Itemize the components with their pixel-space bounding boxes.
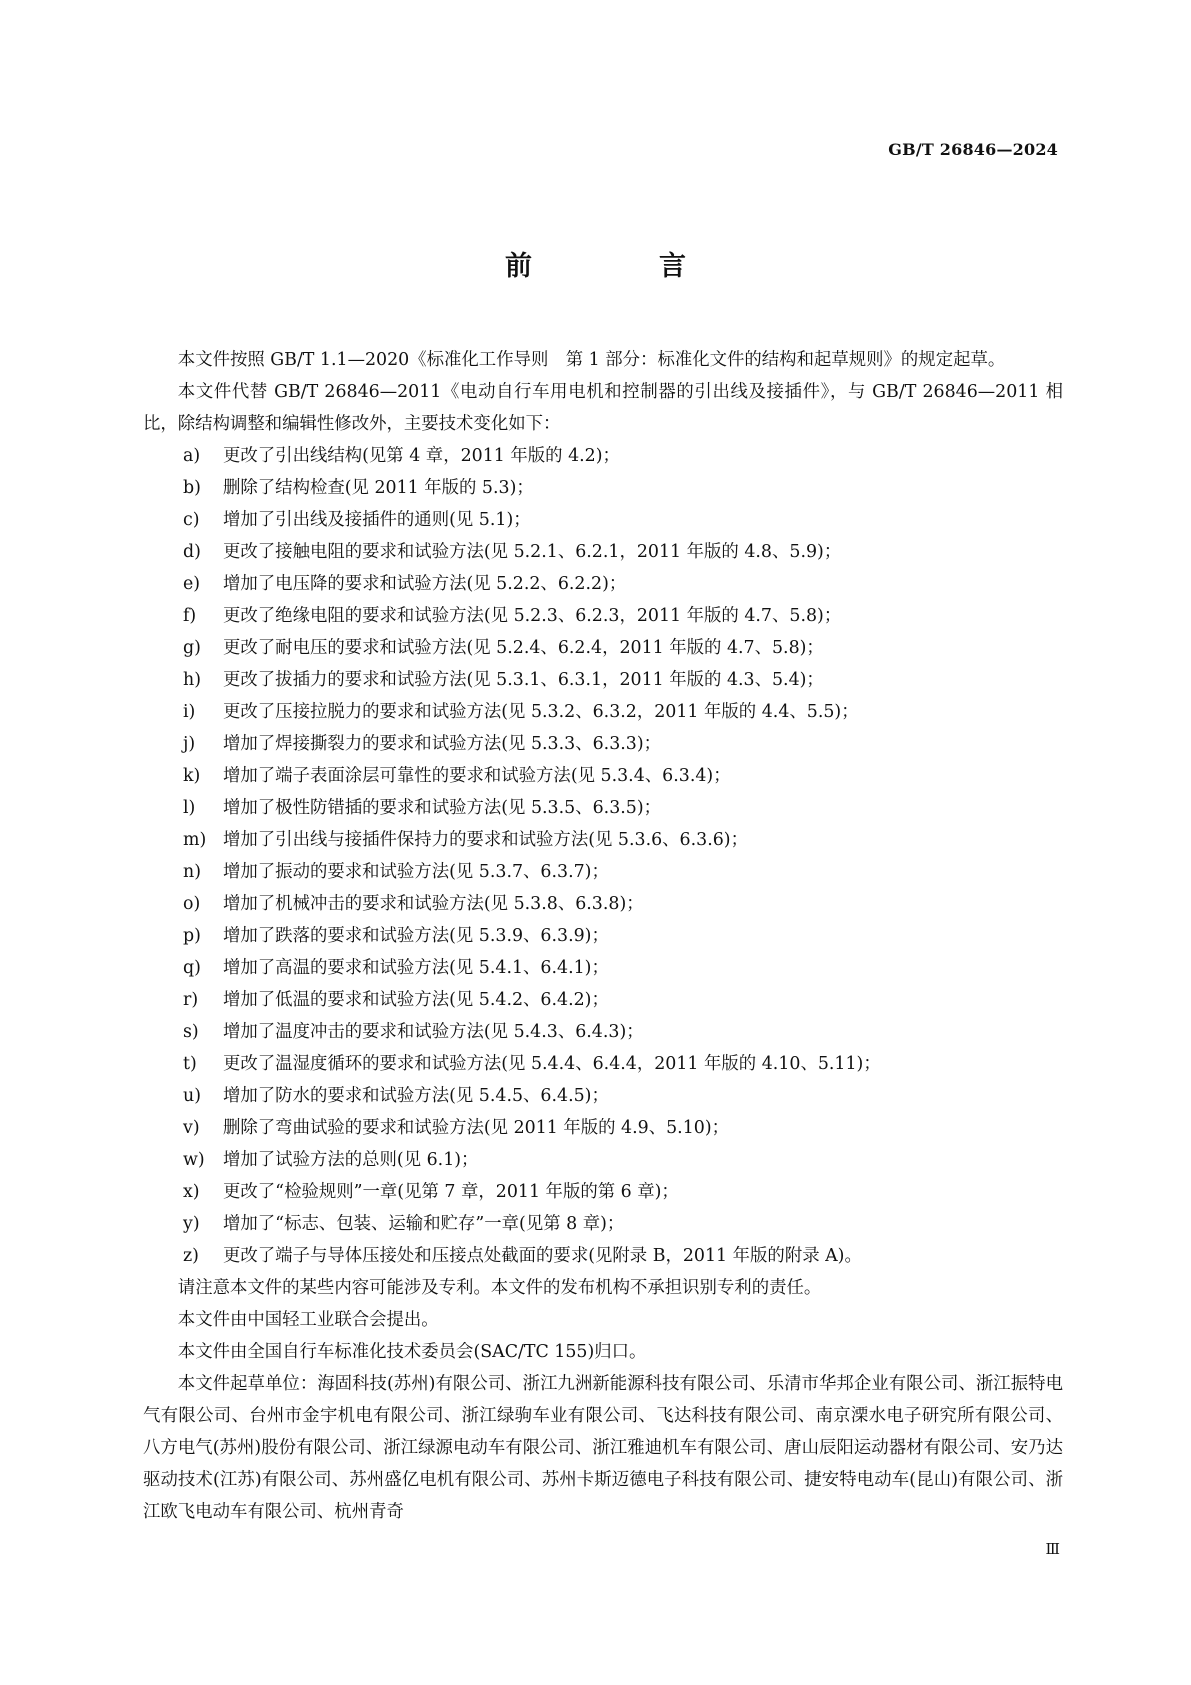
list-item [143,888,1063,920]
list-item-label: c) [183,510,200,530]
list-item-label: v) [183,1118,200,1138]
list-item-text: 增加了试验方法的总则(见 6.1)； [223,1150,479,1170]
list-item-text: 更改了压接拉脱力的要求和试验方法(见 5.3.2、6.3.2，2011 年版的 4.4、5.5)； [223,702,859,722]
list-item-label: d) [183,542,201,562]
list-item-text: 增加了温度冲击的要求和试验方法(见 5.4.3、6.4.3)； [223,1022,644,1042]
list-item-text: 增加了焊接撕裂力的要求和试验方法(见 5.3.3、6.3.3)； [223,734,662,754]
paragraph-drafting-rules: 本文件按照 GB/T 1.1—2020《标准化工作导则 第 1 部分：标准化文件的结构和起草规则》的规定起草。 [177,350,1006,370]
list-item [143,472,1063,504]
document-body [143,344,1063,1528]
list-item-text: 增加了“标志、包装、运输和贮存”一章(见第 8 章)； [223,1214,625,1234]
list-item-label: y) [183,1214,200,1234]
list-item [143,632,1063,664]
list-item-label: j) [183,734,196,754]
list-item-text: 更改了绝缘电阻的要求和试验方法(见 5.2.3、6.2.3，2011 年版的 4.7、5.8)； [223,606,842,626]
list-item-text: 删除了弯曲试验的要求和试验方法(见 2011 年版的 4.9、5.10)； [223,1118,729,1138]
list-item [143,504,1063,536]
list-item-label: z) [183,1246,199,1266]
list-item-text: 增加了引出线与接插件保持力的要求和试验方法(见 5.3.6、6.3.6)； [223,830,748,850]
list-item-text: 删除了结构检查(见 2011 年版的 5.3)； [223,478,534,498]
list-item-label: a) [183,446,201,466]
list-item-text: 增加了跌落的要求和试验方法(见 5.3.9、6.3.9)； [223,926,609,946]
list-item-label: t) [183,1054,197,1074]
list-item-label: p) [183,926,201,946]
list-item [143,920,1063,952]
page-number: Ⅲ [1045,1540,1060,1558]
list-item [143,1048,1063,1080]
list-item [143,1080,1063,1112]
list-item-label: m) [183,830,207,850]
list-item-text: 增加了防水的要求和试验方法(见 5.4.5、6.4.5)； [223,1086,609,1106]
list-item [143,600,1063,632]
list-item [143,952,1063,984]
list-item-text: 增加了低温的要求和试验方法(见 5.4.2、6.4.2)； [223,990,609,1010]
list-item [143,440,1063,472]
list-item [143,536,1063,568]
list-item-label: w) [183,1150,205,1170]
list-item-text: 增加了极性防错插的要求和试验方法(见 5.3.5、6.3.5)； [223,798,662,818]
paragraph-drafting-units: 本文件起草单位：海固科技(苏州)有限公司、浙江九洲新能源科技有限公司、乐清市华邦企业有限公司、浙江振特电气有限公司、台州市金宇机电有限公司、浙江绿驹车业有限公司、飞达科技有限公司、南京溧水电子研究所有限公司、八方电气(苏州)股份有限公司、浙江绿源电动车有限公司、浙江雅迪机车有限公司、唐山辰阳运动器材有限公司、安乃达驱动技术(江苏)有限公司、苏州盛亿电机有限公司、苏州卡斯迈德电子科技有限公司、捷安特电动车(昆山)有限公司、浙江欧飞电动车有限公司、杭州青奇 [143,1374,1063,1522]
list-item [143,1144,1063,1176]
list-item-text: 更改了端子与导体压接处和压接点处截面的要求(见附录 B，2011 年版的附录 A)。 [223,1246,862,1266]
list-item-label: b) [183,478,201,498]
list-item [143,792,1063,824]
paragraph-administered-by: 本文件由全国自行车标准化技术委员会(SAC/TC 155)归口。 [177,1342,647,1362]
list-item [143,1208,1063,1240]
list-item-text: 增加了机械冲击的要求和试验方法(见 5.3.8、6.3.8)； [223,894,644,914]
list-item-text: 更改了温湿度循环的要求和试验方法(见 5.4.4、6.4.4，2011 年版的 4.10、5.11)； [223,1054,881,1074]
list-item-label: i) [183,702,196,722]
list-item-label: g) [183,638,201,658]
list-item [143,856,1063,888]
list-item-text: 增加了振动的要求和试验方法(见 5.3.7、6.3.7)； [223,862,609,882]
list-item-text: 更改了引出线结构(见第 4 章，2011 年版的 4.2)； [223,446,620,466]
paragraph-replaces: 本文件代替 GB/T 26846—2011《电动自行车用电机和控制器的引出线及接插件》，与 GB/T 26846—2011 相比，除结构调整和编辑性修改外，主要技术变化如下： [143,382,1063,434]
list-item [143,568,1063,600]
list-item [143,1016,1063,1048]
list-item-label: r) [183,990,199,1010]
list-item [143,728,1063,760]
list-item-text: 增加了电压降的要求和试验方法(见 5.2.2、6.2.2)； [223,574,627,594]
list-item-label: e) [183,574,201,594]
changes-list [143,440,1063,1272]
page-title: 前 言 [505,251,736,282]
list-item [143,824,1063,856]
list-item [143,1176,1063,1208]
list-item-text: 更改了“检验规则”一章(见第 7 章，2011 年版的第 6 章)； [223,1182,679,1202]
list-item-label: f) [183,606,197,626]
list-item [143,696,1063,728]
list-item-label: u) [183,1086,201,1106]
list-item-label: o) [183,894,201,914]
list-item-label: k) [183,766,201,786]
list-item-text: 增加了端子表面涂层可靠性的要求和试验方法(见 5.3.4、6.3.4)； [223,766,731,786]
list-item-label: q) [183,958,201,978]
list-item-text: 更改了接触电阻的要求和试验方法(见 5.2.1、6.2.1，2011 年版的 4.8、5.9)； [223,542,842,562]
list-item [143,1112,1063,1144]
standard-code: GB/T 26846—2024 [888,140,1058,159]
list-item-text: 更改了拔插力的要求和试验方法(见 5.3.1、6.3.1，2011 年版的 4.3、5.4)； [223,670,824,690]
list-item-text: 更改了耐电压的要求和试验方法(见 5.2.4、6.2.4，2011 年版的 4.7、5.8)； [223,638,824,658]
list-item [143,984,1063,1016]
list-item-label: l) [183,798,196,818]
list-item-label: s) [183,1022,199,1042]
list-item [143,1240,1063,1272]
list-item-label: h) [183,670,201,690]
list-item-text: 增加了高温的要求和试验方法(见 5.4.1、6.4.1)； [223,958,609,978]
paragraph-proposed-by: 本文件由中国轻工业联合会提出。 [177,1310,439,1330]
list-item [143,664,1063,696]
list-item-label: x) [183,1182,200,1202]
paragraph-patent-notice: 请注意本文件的某些内容可能涉及专利。本文件的发布机构不承担识别专利的责任。 [177,1278,822,1298]
list-item-text: 增加了引出线及接插件的通则(见 5.1)； [223,510,531,530]
list-item-label: n) [183,862,201,882]
list-item [143,760,1063,792]
